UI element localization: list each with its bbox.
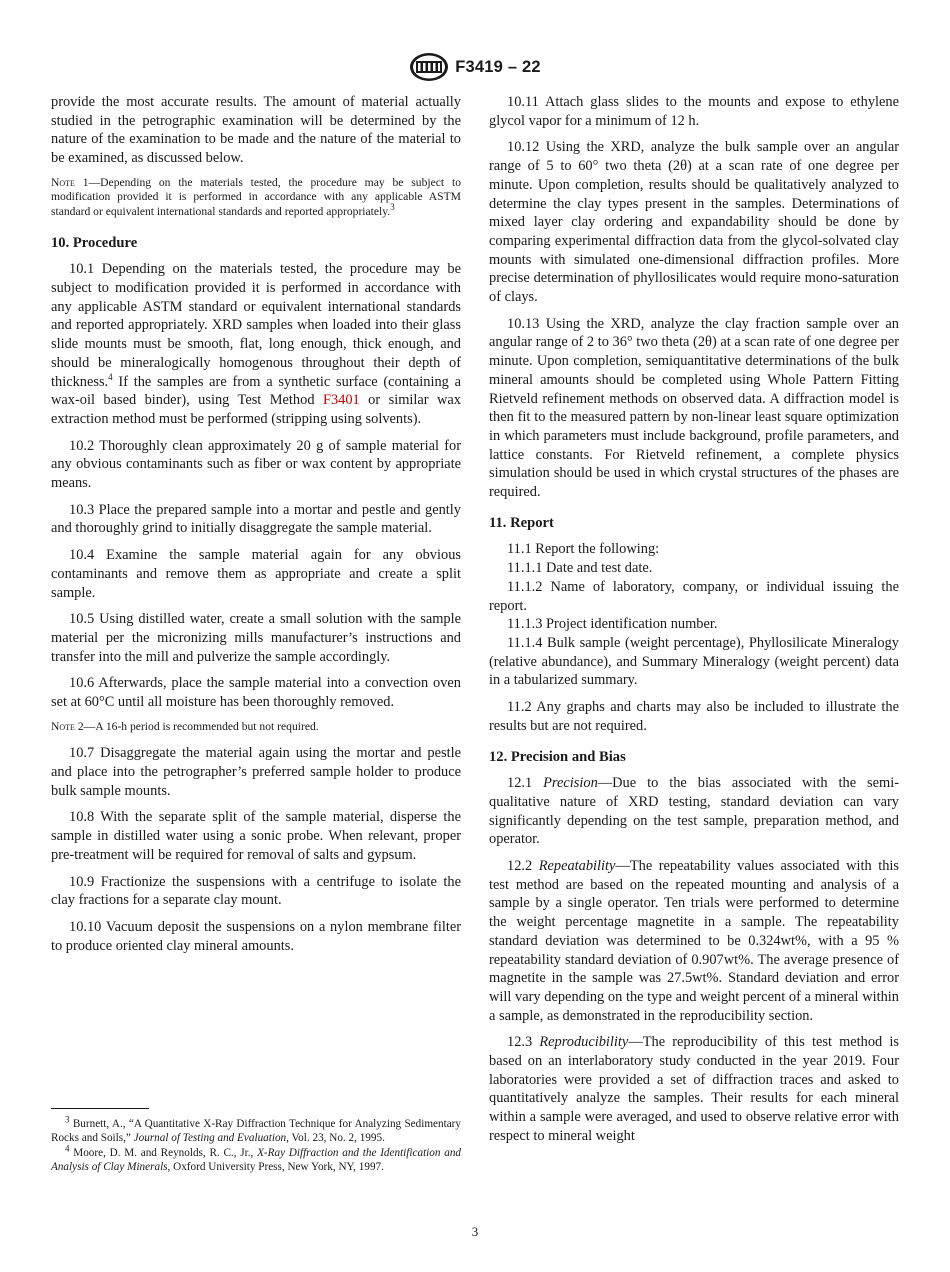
- paragraph-10-1-text-c: or similar wax extraction method must be performed (stripping using solvents).: [51, 392, 461, 427]
- paragraph-12-1-term: Precision: [543, 775, 598, 792]
- page-number: 3: [471, 1224, 479, 1239]
- paragraph-12-3-term: Reproducibility: [539, 1034, 629, 1051]
- paragraph-12-1-number: 12.1: [507, 775, 544, 792]
- paragraph-10-1-text-b: If the samples are from a synthetic surface (containing a wax-oil based binder), using Test Method: [51, 373, 461, 409]
- paragraph-12-2-text: —The repeatability values associated with this test method are based on the repeated mounting and analysis of a sample by a single operator. Ten trials were performed to determine the weight percentage magnetite in a sample. The repeatability standard deviation was determined to be 0.324wt%, with a 95 % repeatability standard deviation of 0.907wt%. The average presence of magnetite in the sample was 27.5wt%. Standard deviation and error will vary depending on the type and weight percent of a mineral within a sample, as demonstrated in the reproducibility section.: [489, 858, 899, 1024]
- paragraph-11-1-2: 11.1.2 Name of laboratory, company, or individual issuing the report.: [489, 578, 899, 614]
- footnotes: [51, 1108, 461, 1174]
- paragraph-12-2: [489, 857, 899, 1025]
- paragraph-10-7: 10.7 Disaggregate the material again using the mortar and pestle and place into the petrographer’s preferred sample holder to produce bulk sample mounts.: [51, 745, 461, 799]
- note-2-label: Note 2: [51, 719, 84, 733]
- footnote-4-number: 4: [65, 1142, 70, 1153]
- footnote-4-text-b: , Oxford University Press, New York, NY, 1997.: [167, 1160, 384, 1173]
- note-1-label: Note 1: [51, 175, 89, 189]
- footnote-4-book: X-Ray Diffraction and the Identification and Analysis of Clay Minerals: [51, 1146, 462, 1173]
- document-id: F3419 – 22: [455, 57, 541, 76]
- note-1-text: —Depending on the materials tested, the procedure may be subject to modification provided it is performed in accordance with any applicable ASTM standard or equivalent international standards and reported appropriately.: [51, 175, 461, 218]
- paragraph-12-3: [489, 1033, 899, 1145]
- paragraph-12-3-number: 12.3: [507, 1034, 540, 1051]
- paragraph-10-4: 10.4 Examine the sample material again for any obvious contaminants and remove them as appropriate and create a split sample.: [51, 547, 461, 601]
- paragraph-12-1-text: —Due to the bias associated with the semi-qualitative nature of XRD testing, standard deviation can vary significantly depending on the test sample, preparation method, and operator.: [489, 775, 900, 848]
- astm-logo-icon: [409, 52, 449, 82]
- footnote-4-text-a: Moore, D. M. and Reynolds, R. C., Jr.,: [73, 1146, 258, 1159]
- paragraph-12-2-number: 12.2: [507, 858, 539, 875]
- section-heading-report: 11. Report: [489, 514, 554, 531]
- paragraph-10-8: 10.8 With the separate split of the sample material, disperse the sample in distilled water using a sonic probe. When relevant, proper pre-treatment will be required for removal of salts and gypsum.: [51, 809, 461, 863]
- paragraph-11-1: 11.1 Report the following:: [507, 541, 660, 558]
- paragraph-10-1: [51, 260, 461, 428]
- paragraph-11-1-4: 11.1.4 Bulk sample (weight percentage), Phyllosilicate Mineralogy (relative abundance), and Summary Mineralogy (weight percent) data in a tabularized summary.: [489, 634, 899, 689]
- paragraph-10-10: 10.10 Vacuum deposit the suspensions on a nylon membrane filter to produce oriented clay mineral amounts.: [51, 918, 461, 954]
- footnote-3-text-b: , Vol. 23, No. 2, 1995.: [286, 1132, 385, 1145]
- paragraph-11-1-3: 11.1.3 Project identification number.: [507, 616, 718, 633]
- footnote-3-text-a: Burnett, A., “A Quantitative X-Ray Diffraction Technique for Analyzing Sedimentary Rocks and Soils,”: [51, 1118, 461, 1145]
- footnote-ref-3[interactable]: 3: [390, 202, 395, 213]
- paragraph-10-11: 10.11 Attach glass slides to the mounts and expose to ethylene glycol vapor for a minimum of 12 h.: [489, 94, 899, 129]
- note-2-text: —A 16-h period is recommended but not required.: [83, 719, 319, 733]
- footnote-3-number: 3: [65, 1114, 70, 1125]
- left-column: [51, 93, 461, 963]
- footnote-3-journal: Journal of Testing and Evaluation: [133, 1132, 287, 1145]
- paragraph-11-2: 11.2 Any graphs and charts may also be included to illustrate the results but are not required.: [489, 699, 899, 734]
- intro-paragraph: provide the most accurate results. The amount of material actually studied in the petrographic examination will be determined by the nature of the examination to be made and the nature of the material to be examined, as discussed below.: [51, 94, 461, 167]
- paragraph-10-3: 10.3 Place the prepared sample into a mortar and pestle and gently and thoroughly grind to initially disaggregate the sample material.: [51, 501, 461, 537]
- page-header: [0, 52, 950, 82]
- paragraph-10-13: 10.13 Using the XRD, analyze the clay fraction sample over an angular range of 2 to 36° two theta (2θ) at a scan rate of one degree per minute. Upon completion, semiquantitative determinations of the bulk mineral amounts should be completed using Whole Pattern Fitting Rietveld refinement methods on observed data. A diffraction model is then fit to the measured pattern by non-linear least square optimization in which parameters must include background, profile parameters, and lattice constants. For Rietveld refinement, a complete physics simulation should be used in which crystal structures of the phases are required.: [489, 315, 899, 501]
- note-1: [51, 176, 461, 220]
- paragraph-10-9: 10.9 Fractionize the suspensions with a centrifuge to isolate the clay fractions for a separate clay mount.: [51, 873, 461, 909]
- note-2: [51, 720, 461, 735]
- paragraph-12-3-text: —The reproducibility of this test method is based on an interlaboratory study conducted in the year 2019. Four laboratories were provided a set of diffraction traces and asked to quantitatively analyze the samples. Their results for each mineral within a sample were averaged, and used to observe relative error with respect to mineral weight: [489, 1034, 899, 1144]
- footnote-4: [51, 1142, 462, 1175]
- footnote-divider: [51, 1108, 149, 1109]
- f3401-link[interactable]: F3401: [322, 392, 360, 409]
- paragraph-10-6: 10.6 Afterwards, place the sample material into a convection oven set at 60°C until all moisture has been thoroughly removed.: [51, 675, 461, 711]
- section-heading-procedure: 10. Procedure: [51, 234, 138, 251]
- section-heading-precision-bias: 12. Precision and Bias: [489, 748, 626, 765]
- footnote-ref-4[interactable]: 4: [108, 371, 113, 382]
- paragraph-12-2-term: Repeatability: [538, 858, 616, 875]
- paragraph-11-1-1: 11.1.1 Date and test date.: [507, 560, 653, 577]
- right-column: [489, 93, 899, 1154]
- paragraph-12-1: [489, 774, 899, 849]
- paragraph-10-1-text-a: 10.1 Depending on the materials tested, the procedure may be subject to modification provided it is performed in accordance with any applicable ASTM standard or equivalent international standards and reported appropriately. XRD samples when loaded into their glass slide mounts must be smooth, flat, long enough, thick enough, and should be mineralogically homogenous throughout their depth of thickness.: [51, 261, 461, 390]
- paragraph-10-2: 10.2 Thoroughly clean approximately 20 g of sample material for any obvious contaminants such as fiber or wax content by appropriate means.: [51, 437, 461, 492]
- footnote-3: [51, 1114, 461, 1146]
- paragraph-10-5: 10.5 Using distilled water, create a small solution with the sample material per the micronizing mills manufacturer’s instructions and transfer into the mill and pulverize the sample accordingly.: [51, 611, 461, 665]
- paragraph-10-12: 10.12 Using the XRD, analyze the bulk sample over an angular range of 5 to 60° two theta (2θ) at a scan rate of one degree per minute. Upon completion, results should be qualitatively analyzed to determine the clay types present in the samples. Determinations of mixed layer clay ordering and expandability should be done by comparing experimental diffraction data from the glycol-solvated clay mounts with simulated one-dimensional diffraction profiles. More precise determination of phyllosilicates would require mono-saturation of clays.: [489, 139, 899, 306]
